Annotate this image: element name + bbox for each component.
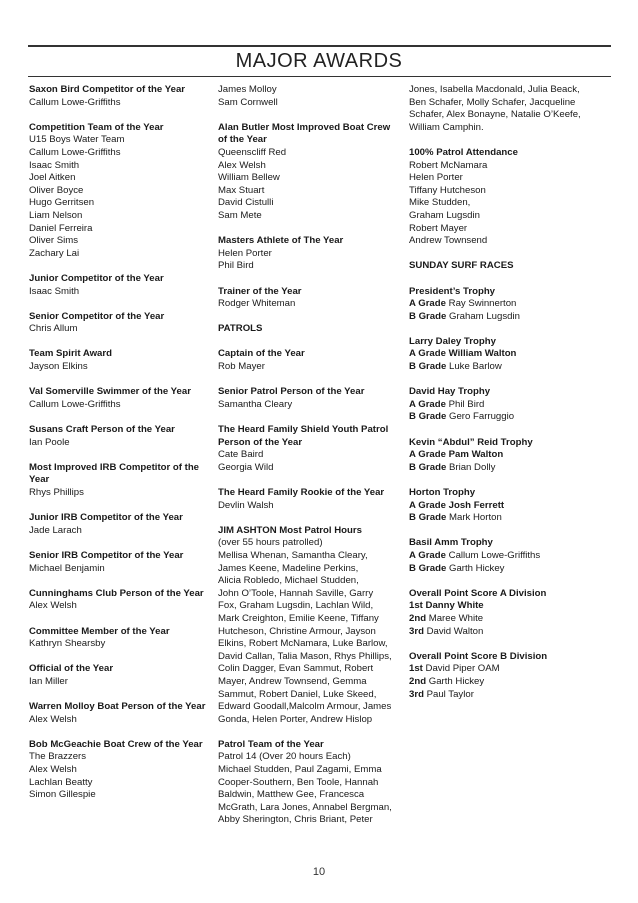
trophy-heading: Larry Daley Trophy (409, 335, 496, 347)
award-recipient: Gonda, Helen Porter, Andrew Hislop (218, 713, 373, 725)
result-grade: 1st (409, 600, 423, 612)
section-title: SUNDAY SURF RACES (409, 260, 514, 272)
award-recipient: (over 55 hours patrolled) (218, 537, 323, 549)
award-block (218, 487, 400, 512)
award-heading: Patrol Team of the Year (218, 738, 324, 750)
result-row (409, 550, 614, 563)
trophy-block (409, 386, 614, 424)
award-recipient: James Molloy (218, 84, 277, 95)
award-heading: JIM ASHTON Most Patrol Hours (218, 524, 362, 536)
award-recipient: Fox, Graham Lugsdin, Lachlan Wild, (218, 600, 374, 612)
award-heading: Senior IRB Competitor of the Year (29, 549, 184, 561)
result-row (409, 348, 614, 361)
trophy-heading: Kevin “Abdul” Reid Trophy (409, 436, 533, 448)
award-recipient: Ian Miller (29, 675, 68, 687)
award-recipient: Devlin Walsh (218, 499, 274, 511)
result-grade: B Grade (409, 562, 447, 574)
award-recipient: Phil Bird (218, 260, 254, 272)
award-recipient: Alicia Robledo, Michael Studden, (218, 575, 359, 587)
award-block (218, 525, 400, 727)
division-heading: Overall Point Score A Division (409, 587, 547, 599)
award-block (29, 626, 209, 651)
award-recipient: Graham Lugsdin (409, 209, 480, 221)
page-number: 10 (312, 866, 326, 878)
result-row (409, 298, 614, 311)
result-row (409, 613, 614, 626)
trophy-block (409, 286, 614, 324)
award-recipient: Patrol 14 (Over 20 hours Each) (218, 751, 351, 763)
award-recipient: Callum Lowe-Griffiths (29, 146, 121, 158)
award-recipient: Zachary Lai (29, 247, 80, 259)
title-top-rule (28, 45, 611, 47)
trophy-heading: David Hay Trophy (409, 386, 491, 398)
award-recipient: Rob Mayer (218, 361, 265, 373)
title-bottom-rule (28, 76, 611, 77)
award-block (218, 348, 400, 373)
award-recipient: Isaac Smith (29, 159, 80, 171)
award-block (29, 663, 209, 688)
award-block (29, 550, 209, 575)
award-recipient: Oliver Sims (29, 235, 79, 247)
result-row (409, 600, 614, 613)
award-recipient: Lachlan Beatty (29, 776, 93, 788)
division-block (409, 651, 614, 701)
result-row (409, 449, 614, 462)
award-heading: Bob McGeachie Boat Crew of the Year (29, 738, 203, 750)
award-block (29, 84, 209, 109)
award-block (218, 739, 400, 827)
trophy-heading: President’s Trophy (409, 285, 496, 297)
result-grade: 1st (409, 663, 423, 675)
award-recipient: Edward Goodall,Malcolm Armour, James (218, 701, 392, 713)
award-recipient: Callum Lowe-Griffiths (29, 96, 121, 108)
trophy-heading: Basil Amm Trophy (409, 537, 493, 549)
patrol-team-continuation (409, 84, 614, 134)
award-heading: Official of the Year (29, 663, 114, 675)
result-row (409, 311, 614, 324)
award-recipient: Daniel Ferreira (29, 222, 93, 234)
result-row (409, 512, 614, 525)
award-recipient: Ian Poole (29, 436, 70, 448)
result-name: David Piper OAM (425, 663, 500, 675)
result-row (409, 462, 614, 475)
award-recipient: Helen Porter (218, 247, 272, 259)
result-row (409, 563, 614, 576)
award-recipient: Rhys Phillips (29, 487, 84, 498)
award-heading: Saxon Bird Competitor of the Year (29, 84, 186, 95)
result-name: Pam Walton (448, 449, 504, 461)
result-grade: B Grade (409, 512, 447, 524)
award-recipient: Helen Porter (409, 172, 463, 184)
result-grade: A Grade (409, 549, 446, 561)
award-recipient: Georgia Wild (218, 461, 274, 473)
result-name: Garth Hickey (428, 675, 485, 687)
award-block (218, 286, 400, 311)
award-recipient: Mark Creighton, Emilie Keene, Tiffany (218, 612, 379, 624)
result-name: Danny White (425, 600, 484, 612)
trophy-heading: Horton Trophy (409, 487, 476, 498)
award-block (29, 512, 209, 537)
award-recipient: Elkins, Robert McNamara, Luke Barlow, (218, 638, 388, 650)
award-block (29, 588, 209, 613)
trophy-block (409, 437, 614, 475)
award-recipient: Schafer, Alex Bonayne, Natalie O’Keefe, (409, 109, 581, 121)
award-block (218, 122, 400, 223)
award-heading: Susans Craft Person of the Year (29, 424, 175, 436)
award-recipient: Michael Studden, Paul Zagami, Emma (218, 764, 382, 776)
award-recipient: Jones, Isabella Macdonald, Julia Beack, (409, 84, 580, 95)
result-grade: A Grade (409, 298, 446, 310)
column-right (409, 84, 614, 714)
award-block (218, 424, 400, 474)
result-name: William Walton (448, 348, 517, 360)
result-name: Garth Hickey (449, 562, 505, 574)
result-name: Gero Farruggio (449, 411, 515, 423)
award-recipient: Alex Welsh (29, 713, 77, 725)
result-grade: B Grade (409, 461, 447, 473)
result-row (409, 626, 614, 639)
award-recipient: Mike Studden, (409, 197, 471, 209)
result-grade: 3rd (409, 688, 424, 700)
award-recipient: Samantha Cleary (218, 398, 293, 410)
result-name: Mark Horton (449, 512, 502, 524)
award-recipient: The Brazzers (29, 751, 87, 763)
trophy-block (409, 336, 614, 374)
award-recipient: Ben Schafer, Molly Schafer, Jacqueline (409, 96, 576, 108)
award-recipient: John O’Toole, Hannah Saville, Garry (218, 587, 374, 599)
result-name: Phil Bird (448, 398, 485, 410)
award-heading: Senior Competitor of the Year (29, 310, 165, 322)
award-recipient: James Keene, Madeline Perkins, (218, 562, 359, 574)
result-name: Luke Barlow (449, 361, 502, 373)
award-recipient: William Bellew (218, 172, 280, 184)
result-row (409, 500, 614, 513)
result-grade: B Grade (409, 361, 447, 373)
award-recipient: Andrew Townsend (409, 235, 488, 247)
award-recipient: Callum Lowe-Griffiths (29, 398, 121, 410)
award-heading: Cunninghams Club Person of the Year (29, 587, 204, 599)
award-block (29, 462, 209, 500)
result-name: Callum Lowe-Griffiths (448, 549, 541, 561)
award-recipient: Liam Nelson (29, 209, 83, 221)
award-heading: Junior Competitor of the Year (29, 272, 164, 284)
result-grade: B Grade (409, 411, 447, 423)
award-recipient: Chris Allum (29, 323, 78, 335)
section-heading (409, 260, 614, 273)
award-recipient: Baldwin, Matthew Gee, Francesca (218, 789, 365, 801)
result-grade: B Grade (409, 310, 447, 322)
award-recipient: Queenscliff Red (218, 146, 287, 158)
award-recipient: Sam Cornwell (218, 96, 278, 108)
award-heading: Team Spirit Award (29, 348, 112, 360)
result-row (409, 411, 614, 424)
award-recipient: Alex Welsh (29, 600, 77, 612)
award-recipient: Hutcheson, Christine Armour, Jayson (218, 625, 376, 637)
result-grade: A Grade (409, 499, 446, 511)
award-recipient: Sam Mete (218, 209, 262, 221)
award-recipient: Oliver Boyce (29, 184, 84, 196)
award-recipient: Cooper-Southern, Ben Toole, Hannah (218, 776, 379, 788)
award-recipient: Isaac Smith (29, 285, 80, 297)
award-heading: Junior IRB Competitor of the Year (29, 512, 183, 524)
result-name: Paul Taylor (426, 688, 474, 700)
award-recipient: David Callan, Talia Mason, Rhys Phillips, (218, 650, 392, 662)
award-recipient: Max Stuart (218, 184, 265, 196)
award-recipient: Abby Sherington, Chris Briant, Peter (218, 814, 373, 826)
award-heading: Alan Butler Most Improved Boat Crew of the Year (218, 121, 391, 146)
award-recipient: Robert McNamara (409, 159, 488, 171)
page-title: MAJOR AWARDS (235, 50, 403, 72)
result-grade: 3rd (409, 625, 424, 637)
column-left (29, 84, 209, 814)
award-recipient: Simon Gillespie (29, 789, 96, 801)
award-heading: The Heard Family Rookie of the Year (218, 487, 385, 498)
award-heading: Most Improved IRB Competitor of the Year (29, 461, 200, 486)
award-heading: Masters Athlete of The Year (218, 235, 344, 247)
result-name: Ray Swinnerton (448, 298, 517, 310)
award-recipient: Sammut, Robert Daniel, Luke Skeed, (218, 688, 377, 700)
award-recipient: U15 Boys Water Team (29, 134, 125, 146)
award-recipient: Alex Welsh (218, 159, 266, 171)
award-heading: The Heard Family Shield Youth Patrol Person of the Year (218, 424, 389, 448)
result-name: Graham Lugsdin (449, 310, 520, 322)
award-recipient: Jade Larach (29, 524, 82, 536)
column-middle (218, 84, 400, 840)
award-recipient: Alex Welsh (29, 764, 77, 776)
award-block (29, 386, 209, 411)
result-row (409, 399, 614, 412)
award-heading: PATROLS (218, 323, 263, 335)
result-grade: 2nd (409, 675, 427, 687)
division-block (409, 588, 614, 638)
award-block (29, 348, 209, 373)
award-recipient: Tiffany Hutcheson (409, 184, 486, 196)
award-heading: Captain of the Year (218, 348, 305, 360)
award-heading: Val Somerville Swimmer of the Year (29, 386, 191, 398)
award-recipient: Michael Benjamin (29, 562, 105, 574)
award-heading: Committee Member of the Year (29, 625, 170, 637)
award-recipient: Jayson Elkins (29, 361, 88, 373)
award-block (29, 273, 209, 298)
award-block (29, 122, 209, 261)
result-grade: A Grade (409, 398, 446, 410)
award-block (409, 147, 614, 248)
award-recipient: Hugo Gerritsen (29, 197, 95, 209)
award-recipient: Mayer, Andrew Townsend, Gemma (218, 675, 367, 687)
award-recipient: Robert Mayer (409, 222, 468, 234)
result-grade: A Grade (409, 449, 446, 461)
award-block (218, 323, 400, 336)
award-block (218, 386, 400, 411)
result-row (409, 676, 614, 689)
award-heading: Trainer of the Year (218, 285, 302, 297)
result-name: David Walton (426, 625, 484, 637)
award-heading: Competition Team of the Year (29, 121, 164, 133)
award-recipient: Kathryn Shearsby (29, 638, 106, 650)
award-block (29, 739, 209, 802)
award-recipient: William Camphin. (409, 121, 484, 133)
award-heading: 100% Patrol Attendance (409, 146, 518, 158)
trophy-block (409, 487, 614, 525)
result-name: Josh Ferrett (448, 499, 505, 511)
award-recipient: Colin Dagger, Evan Sammut, Robert (218, 663, 374, 675)
award-block (29, 424, 209, 449)
division-heading: Overall Point Score B Division (409, 650, 548, 662)
award-block (218, 235, 400, 273)
award-recipient: Rodger Whiteman (218, 298, 296, 310)
result-name: Maree White (428, 612, 484, 624)
result-row (409, 361, 614, 374)
result-grade: A Grade (409, 348, 446, 360)
award-block (29, 311, 209, 336)
award-heading: Senior Patrol Person of the Year (218, 386, 365, 398)
award-recipient: David Cistulli (218, 197, 274, 209)
award-recipient: Cate Baird (218, 449, 264, 461)
award-recipient: Mellisa Whenan, Samantha Cleary, (218, 549, 368, 561)
award-recipient: Joel Aitken (29, 172, 76, 184)
result-row (409, 689, 614, 702)
result-row (409, 663, 614, 676)
trophy-block (409, 537, 614, 575)
award-recipient: McGrath, Lara Jones, Annabel Bergman, (218, 801, 392, 813)
result-name: Brian Dolly (449, 461, 496, 473)
award-heading: Warren Molloy Boat Person of the Year (29, 701, 206, 713)
award-block (29, 701, 209, 726)
award-block (218, 84, 400, 109)
result-grade: 2nd (409, 612, 427, 624)
